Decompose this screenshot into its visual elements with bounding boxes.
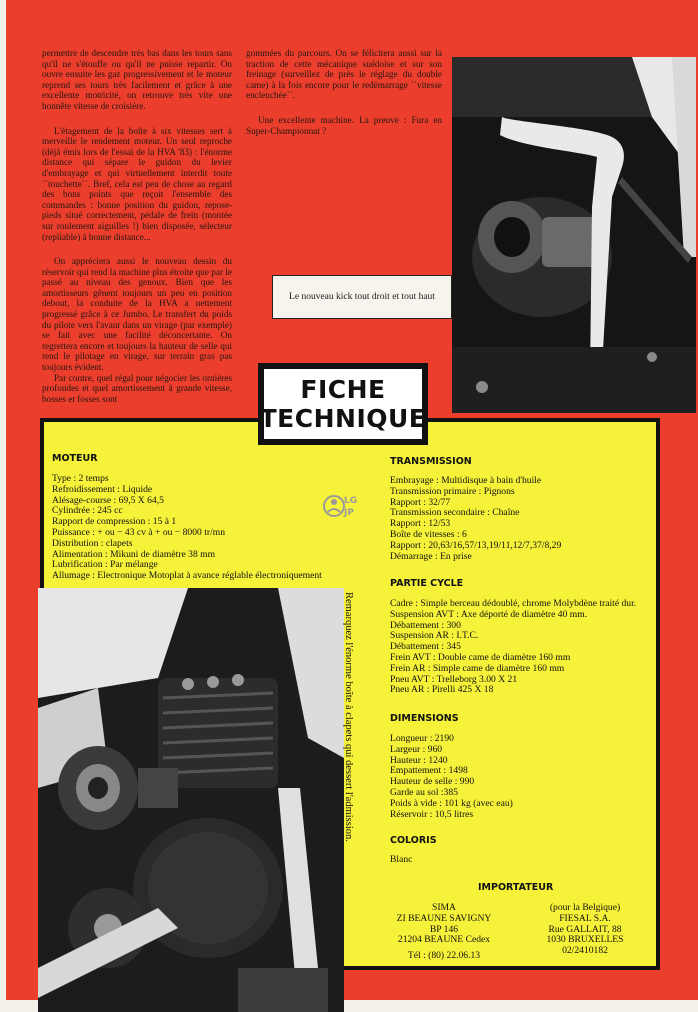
moteur-specs <box>52 474 322 582</box>
spec-line: Allumage : Electronique Motoplat à avance réglable électroniquement <box>52 570 322 582</box>
spec-line: Rapport : 32/77 <box>390 496 451 508</box>
spec-line: Démarrage : En prise <box>390 550 472 562</box>
spec-line: Hauteur : 1240 <box>390 754 448 766</box>
spec-line: Suspension AVT : Axe déporté de diamètre 40 mm. <box>390 608 588 620</box>
importer-line: BP 146 <box>429 923 459 935</box>
spec-line: Longueur : 2190 <box>390 733 454 744</box>
article-column-1 <box>42 48 232 414</box>
spec-line: Lubrification : Par mélange <box>52 559 158 571</box>
svg-text:LG: LG <box>344 496 358 506</box>
spec-line: Boîte de vitesses : 6 <box>390 528 467 540</box>
spec-line: Garde au sol :385 <box>390 786 458 798</box>
importer-line: 1030 BRUXELLES <box>546 934 624 946</box>
importer-line: FIESAL S.A. <box>559 912 611 924</box>
article-paragraph: Par contre, quel régal pour négocier les ornières profondes et quel amortissement à grande vitesse, bosses et fosses sont <box>42 372 232 404</box>
partie-cycle-specs <box>390 599 636 696</box>
importer-line: (pour la Belgique) <box>549 902 621 913</box>
spec-line: Empattement : 1498 <box>390 765 468 777</box>
coloris-heading: COLORIS <box>390 835 437 846</box>
spec-line: Cadre : Simple berceau dédoublé, chrome Molybdène traité dur. <box>390 598 637 609</box>
importer-line: Rue GALLAIT, 88 <box>548 923 622 935</box>
article-paragraph: L'étagement de la boîte à six vitesses sert à merveille le rendement moteur. Un seul reproche (déjà émis lors de l'essai de la HVA '83) : l'énorme distance qui sépare le guidon du levier d'embrayage et qui virtuellement interdit toute ``touchette``. Bref, cela est peu de chose au regard des bons points que reçoit l'ensemble des commandes : bonne position du guidon, repose-pieds situé correctement, pédale de frein (montée sur roulement aiguilles !) bien disposée, sélecteur (repliable) à bonne distance... <box>42 125 232 242</box>
importer-line: SIMA <box>432 902 456 913</box>
kickstarter-caption: Le nouveau kick tout droit et tout haut <box>272 275 452 319</box>
spec-line: Suspension AR : I.T.C. <box>390 630 479 642</box>
spec-line: Cylindrée : 245 cc <box>52 505 123 517</box>
fiche-technique-banner <box>258 363 428 445</box>
importer-line: 02/2410182 <box>562 945 608 957</box>
fiche-title-line-2: TECHNIQUE <box>259 404 427 433</box>
spec-line: Alésage-course : 69,5 X 64,5 <box>52 494 164 506</box>
article-paragraph: On appréciera aussi le nouveau dessin du réservoir qui rend la machine plus étroite que par le passé au niveau des genoux. Bien que les amortisseurs gênent toujours un peu en position debout, la conduite de la HVA a nettement progressé grâce à ce Jumbo. Le transfert du poids du pilote vers l'avant dans un virage (par exemple) se fait avec une facilité déconcertante. On regrettera encore et toujours la hauteur de selle qui rend le pilotage en virage, sur terrain gras pas toujours évident. <box>42 256 232 373</box>
importer-line: Tél : (80) 22.06.13 <box>407 950 481 962</box>
spec-line: Transmission secondaire : Chaîne <box>390 507 520 519</box>
importer-line: 21204 BEAUNE Cedex <box>397 934 491 946</box>
transmission-specs <box>390 476 561 562</box>
transmission-heading: TRANSMISSION <box>390 456 472 467</box>
article-paragraph: permettre de descendre très bas dans les tours sans qu'il ne s'étouffe ou qu'il ne puisse repartir. On ouvre ensuite les gaz progressivement et le moteur reprend ses tours très facilement et grâce à une excellente motricité, on retrouve très vite une honnête vitesse de croisière. <box>42 48 232 111</box>
lg-jp-logo-icon <box>322 488 358 524</box>
spec-line: Poids à vide : 101 kg (avec eau) <box>390 797 513 809</box>
importateur-france <box>384 903 504 962</box>
partie-cycle-heading: PARTIE CYCLE <box>390 578 464 589</box>
coloris-value: Blanc <box>390 854 413 865</box>
importateur-belgique <box>530 903 640 957</box>
kickstarter-photo <box>452 57 696 413</box>
engine-caption-text: Remarquez l'énorme boîte à clapets qui dessert l'admission. <box>343 592 354 842</box>
engine-caption <box>336 592 372 972</box>
spec-line: Pneu AVT : Trelleborg 3.00 X 21 <box>390 673 518 685</box>
spec-line: Réservoir : 10,5 litres <box>390 808 474 820</box>
spec-line: Rapport : 20,63/16,57/13,19/11,12/7,37/8,29 <box>390 539 562 551</box>
article-column-2 <box>246 48 442 146</box>
engine-photo <box>38 588 344 1012</box>
spec-line: Débattement : 300 <box>390 619 461 631</box>
spec-line: Frein AR : Simple came de diamètre 160 mm <box>390 662 565 674</box>
spec-line: Débattement : 345 <box>390 641 461 653</box>
spec-line: Pneu AR : Pirelli 425 X 18 <box>390 684 494 696</box>
dimensions-heading: DIMENSIONS <box>390 713 459 724</box>
spec-line: Embrayage : Multidisque à bain d'huile <box>390 475 542 486</box>
article-paragraph: Une excellente machine. La preuve : Fura en Super-Championnat ? <box>246 114 442 136</box>
spec-line: Distribution : clapets <box>52 537 133 549</box>
spec-line: Type : 2 temps <box>52 473 109 484</box>
spec-line: Refroidissement : Liquide <box>52 483 153 495</box>
moteur-heading: MOTEUR <box>52 453 98 464</box>
dimensions-specs <box>390 734 513 820</box>
fiche-title-line-1: FICHE <box>300 375 386 404</box>
spec-line: Puissance : + ou − 43 cv à + ou − 8000 tr/mn <box>52 526 225 538</box>
article-paragraph: gommées du parcours. On se félicitera aussi sur la traction de cette mécanique suédoise et sur son freinage (surveillez de près le réglage du double came) à la fois encore pour le redémarrage ``vitesse enclenchée``. <box>246 48 442 101</box>
spec-line: Transmission primaire : Pignons <box>390 485 515 497</box>
svg-text:JP: JP <box>344 508 354 518</box>
spec-line: Rapport de compression : 15 à 1 <box>52 516 177 528</box>
importateur-heading: IMPORTATEUR <box>478 882 554 893</box>
spec-line: Hauteur de selle : 990 <box>390 776 475 788</box>
importer-line: ZI BEAUNE SAVIGNY <box>396 912 492 924</box>
spec-line: Rapport : 12/53 <box>390 518 451 530</box>
spec-line: Alimentation : Mikuni de diamètre 38 mm <box>52 548 216 560</box>
spec-line: Frein AVT : Double came de diamètre 160 mm <box>390 651 571 663</box>
spec-line: Largeur : 960 <box>390 743 443 755</box>
